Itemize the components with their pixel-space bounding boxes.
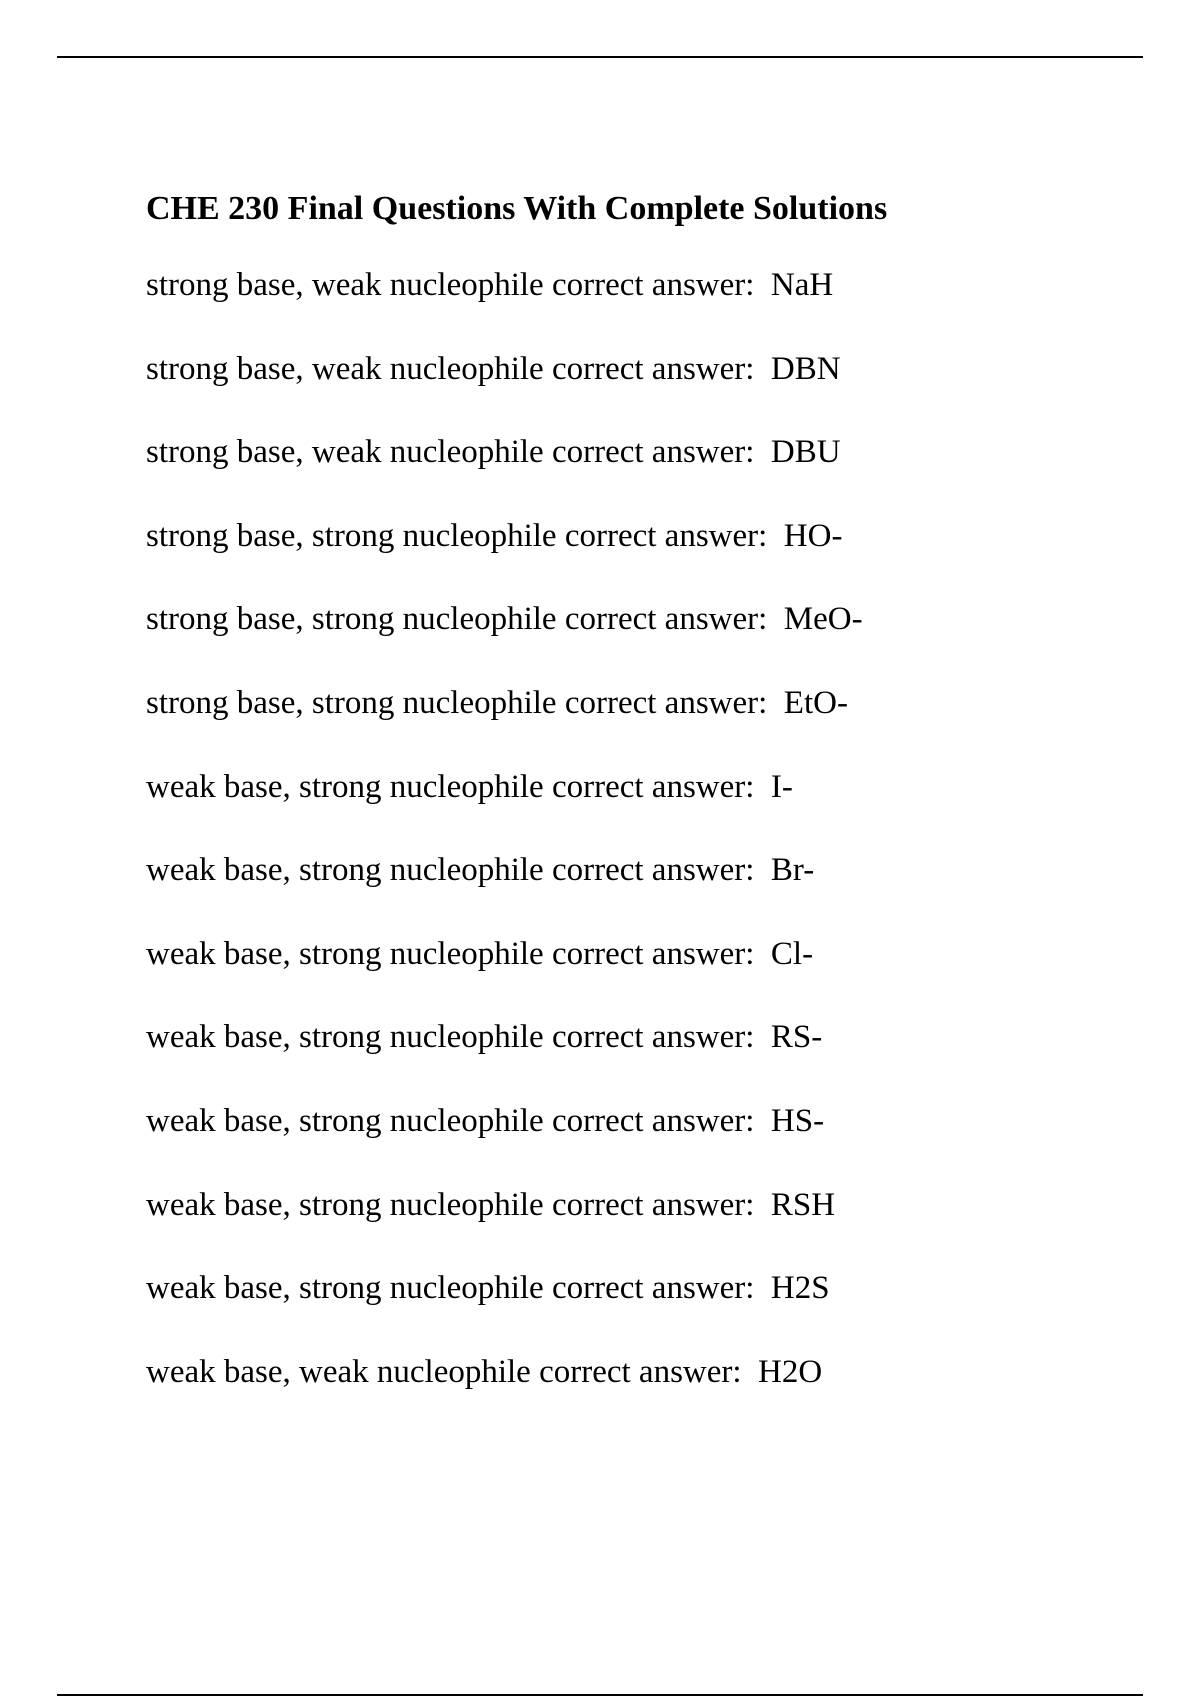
document-title: CHE 230 Final Questions With Complete Solutions (146, 190, 888, 227)
question-text: strong base, strong nucleophile correct answer: (146, 684, 768, 721)
question-text: weak base, strong nucleophile correct answer: (146, 1186, 755, 1223)
answer-text: Br- (770, 852, 815, 889)
question-text: weak base, weak nucleophile correct answer: (146, 1353, 742, 1390)
answer-text: RS- (770, 1019, 823, 1056)
question-text: strong base, strong nucleophile correct answer: (146, 517, 768, 554)
bottom-rule (57, 1694, 1143, 1696)
qa-item (146, 683, 1146, 767)
qa-item (146, 516, 1146, 600)
qa-item (146, 1017, 1146, 1101)
answer-text: MeO- (783, 601, 863, 638)
answer-text: I- (770, 768, 793, 805)
answer-text: Cl- (770, 935, 814, 972)
document-body (146, 183, 1146, 1435)
answer-text: H2S (770, 1270, 830, 1307)
question-text: strong base, weak nucleophile correct answer: (146, 434, 755, 471)
answer-text: NaH (770, 267, 834, 303)
question-text: strong base, weak nucleophile correct answer: (146, 267, 755, 303)
qa-list (146, 265, 1146, 1435)
question-text: weak base, strong nucleophile correct answer: (146, 935, 755, 972)
answer-text: HO- (783, 517, 843, 554)
qa-item (146, 1268, 1146, 1352)
qa-item (146, 1352, 1146, 1436)
question-text: strong base, strong nucleophile correct answer: (146, 601, 768, 638)
qa-item (146, 599, 1146, 683)
answer-text: H2O (758, 1353, 823, 1390)
question-text: weak base, strong nucleophile correct answer: (146, 768, 755, 805)
answer-text: DBU (770, 434, 841, 471)
question-text: weak base, strong nucleophile correct answer: (146, 852, 755, 889)
qa-item (146, 850, 1146, 934)
answer-text: DBN (770, 350, 841, 387)
qa-item (146, 934, 1146, 1018)
qa-item (146, 349, 1146, 433)
question-text: weak base, strong nucleophile correct answer: (146, 1270, 755, 1307)
question-text: strong base, weak nucleophile correct answer: (146, 350, 755, 387)
answer-text: RSH (770, 1186, 836, 1223)
answer-text: EtO- (783, 684, 848, 721)
answer-text: HS- (770, 1102, 825, 1139)
qa-item (146, 1185, 1146, 1269)
qa-item (146, 767, 1146, 851)
qa-item (146, 265, 1146, 349)
qa-item (146, 1101, 1146, 1185)
top-rule (57, 56, 1143, 58)
question-text: weak base, strong nucleophile correct answer: (146, 1019, 755, 1056)
qa-item (146, 432, 1146, 516)
question-text: weak base, strong nucleophile correct answer: (146, 1102, 755, 1139)
